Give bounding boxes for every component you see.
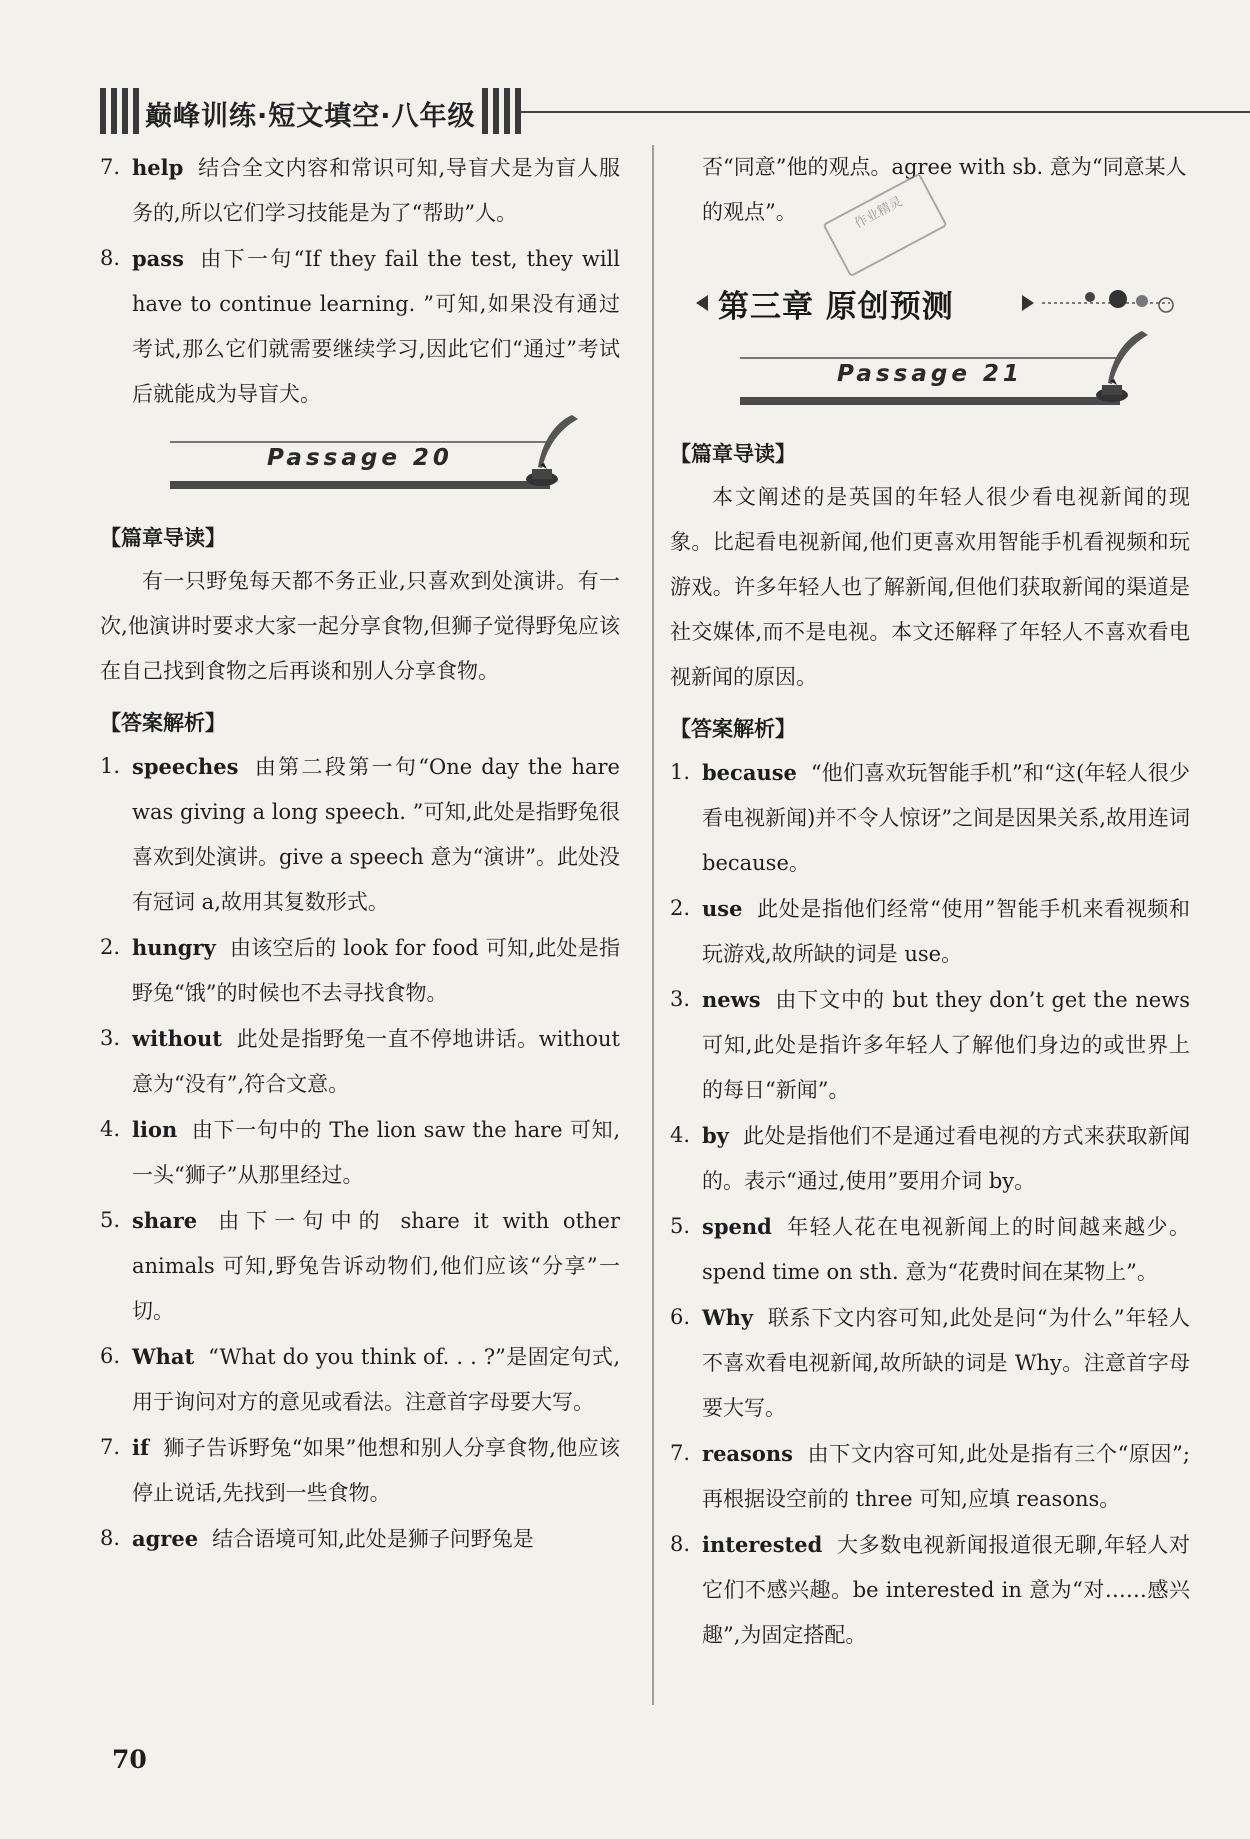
item-answer: spend — [702, 1214, 772, 1239]
item-answer: reasons — [702, 1441, 793, 1466]
item-explanation: 此处是指野兔一直不停地讲话。without 意为“没有”,符合文意。 — [132, 1027, 620, 1096]
item-number: 4. — [670, 1123, 691, 1147]
item-number: 5. — [670, 1214, 691, 1238]
stamp-logo: 作业精灵 — [822, 173, 947, 278]
item-answer: Why — [702, 1305, 754, 1330]
item-number: 7. — [670, 1441, 691, 1465]
answer-item — [100, 1516, 620, 1562]
answer-item — [100, 744, 620, 925]
answer-item — [100, 1016, 620, 1107]
answer-item — [670, 1431, 1190, 1522]
item-number: 4. — [100, 1117, 121, 1141]
answer-item — [670, 1113, 1190, 1204]
item-answer: What — [132, 1344, 195, 1369]
intro-label: 【篇章导读】 — [100, 526, 226, 550]
item-answer: pass — [132, 246, 184, 271]
item-number: 6. — [100, 1344, 121, 1368]
answer-item — [100, 925, 620, 1016]
item-number: 6. — [670, 1305, 691, 1329]
answer-item — [670, 977, 1190, 1113]
intro-text: 有一只野兔每天都不务正业,只喜欢到处演讲。有一次,他演讲时要求大家一起分享食物,但狮子觉得野兔应该在自己找到食物之后再谈和别人分享食物。 — [100, 569, 620, 683]
item-number: 5. — [100, 1208, 121, 1232]
page-number: 70 — [112, 1745, 147, 1774]
item-number: 1. — [670, 760, 691, 784]
column-divider — [652, 145, 654, 1705]
answer-item — [670, 750, 1190, 886]
item-number: 7. — [100, 155, 121, 179]
answer-item — [100, 1425, 620, 1516]
header-title: 巅峰训练·短文填空·八年级 — [145, 101, 476, 132]
item-answer: interested — [702, 1532, 823, 1557]
passage-title: Passage 20 — [267, 445, 453, 471]
page-header — [100, 88, 1250, 138]
item-answer: lion — [132, 1117, 178, 1142]
answer-item — [100, 236, 620, 417]
quill-inkwell-icon — [1084, 329, 1154, 405]
item-answer: news — [702, 987, 761, 1012]
item-explanation: 由下一句中的 The lion saw the hare 可知,一头“狮子”从那里经过。 — [132, 1118, 620, 1187]
answer-label: 【答案解析】 — [670, 717, 796, 741]
item-explanation: 由该空后的 look for food 可知,此处是指野兔“饿”的时候也不去寻找食物。 — [132, 936, 620, 1005]
chapter-title: 第三章 原创预测 — [718, 289, 954, 325]
right-column — [670, 145, 1190, 1658]
passage-title: Passage 21 — [837, 361, 1023, 387]
item-explanation: 大多数电视新闻报道很无聊,年轻人对它们不感兴趣。be interested in 意为“对……感兴趣”,为固定搭配。 — [702, 1533, 1190, 1647]
item-number: 2. — [670, 896, 691, 920]
passage-20-banner — [100, 433, 620, 503]
left-column — [100, 145, 620, 1562]
item-explanation: 此处是指他们不是通过看电视的方式来获取新闻的。表示“通过,使用”要用介词 by。 — [702, 1124, 1190, 1193]
item-explanation: 由下一句中的 share it with other animals 可知,野兔告诉动物们,他们应该“分享”一切。 — [132, 1209, 620, 1323]
answer-item — [670, 1295, 1190, 1431]
item-answer: agree — [132, 1526, 199, 1551]
item-number: 3. — [100, 1026, 121, 1050]
answer-item — [670, 886, 1190, 977]
chapter-banner — [670, 273, 1190, 333]
answer-item — [100, 1198, 620, 1334]
intro-label: 【篇章导读】 — [670, 442, 796, 466]
item-explanation: “What do you think of. . . ?”是固定句式,用于询问对方的意见或看法。注意首字母要大写。 — [132, 1345, 620, 1414]
answer-label: 【答案解析】 — [100, 711, 226, 735]
intro-text: 本文阐述的是英国的年轻人很少看电视新闻的现象。比起看电视新闻,他们更喜欢用智能手机看视频和玩游戏。许多年轻人也了解新闻,但他们获取新闻的渠道是社交媒体,而不是电视。本文还解释了年轻人不喜欢看电视新闻的原因。 — [670, 485, 1190, 689]
item-explanation: 狮子告诉野兔“如果”他想和别人分享食物,他应该停止说话,先找到一些食物。 — [132, 1436, 620, 1505]
item-explanation: 联系下文内容可知,此处是问“为什么”年轻人不喜欢看电视新闻,故所缺的词是 Why。注意首字母要大写。 — [702, 1306, 1190, 1420]
answer-item — [100, 1334, 620, 1425]
answer-item — [670, 1204, 1190, 1295]
passage-21-banner — [670, 349, 1190, 419]
item-explanation: 此处是指他们经常“使用”智能手机来看视频和玩游戏,故所缺的词是 use。 — [702, 897, 1190, 966]
item-answer: help — [132, 155, 184, 180]
item-answer: because — [702, 760, 797, 785]
item-answer: if — [132, 1435, 150, 1460]
item-explanation: 由第二段第一句“One day the hare was giving a long speech. ”可知,此处是指野兔很喜欢到处演讲。give a speech 意为“演讲”。此处没有冠词 a,故用其复数形式。 — [132, 755, 620, 914]
header-bars-left — [100, 88, 139, 134]
item-explanation: “他们喜欢玩智能手机”和“这(年轻人很少看电视新闻)并不令人惊讶”之间是因果关系,故用连词 because。 — [702, 761, 1190, 875]
item-explanation: 结合语境可知,此处是狮子问野兔是 — [212, 1527, 534, 1551]
item-number: 7. — [100, 1435, 121, 1459]
continuation-text: 否“同意”他的观点。agree with sb. 意为“同意某人的观点”。 — [702, 155, 1187, 224]
item-number: 3. — [670, 987, 691, 1011]
item-answer: by — [702, 1123, 729, 1148]
item-number: 8. — [670, 1532, 691, 1556]
item-answer: speeches — [132, 754, 239, 779]
item-explanation: 由下文中的 but they don’t get the news 可知,此处是指许多年轻人了解他们身边的或世界上的每日“新闻”。 — [702, 988, 1190, 1102]
item-number: 8. — [100, 246, 121, 270]
item-answer: without — [132, 1026, 222, 1051]
answer-item — [670, 1522, 1190, 1658]
item-explanation: 由下文内容可知,此处是指有三个“原因”;再根据设空前的 three 可知,应填 reasons。 — [702, 1442, 1190, 1511]
item-answer: hungry — [132, 935, 216, 960]
item-number: 1. — [100, 754, 121, 778]
item-explanation: 由下一句“If they fail the test, they will have to continue learning. ”可知,如果没有通过考试,那么它们就需要继续学习,因此它们“通过”考试后就能成为导盲犬。 — [132, 247, 620, 406]
answer-item — [100, 1107, 620, 1198]
header-bars-right — [482, 88, 521, 134]
item-explanation: 年轻人花在电视新闻上的时间越来越少。spend time on sth. 意为“花费时间在某物上”。 — [702, 1215, 1190, 1284]
item-answer: share — [132, 1208, 198, 1233]
item-number: 2. — [100, 935, 121, 959]
item-answer: use — [702, 896, 743, 921]
header-rule — [520, 111, 1250, 113]
item-explanation: 结合全文内容和常识可知,导盲犬是为盲人服务的,所以它们学习技能是为了“帮助”人。 — [132, 156, 620, 225]
answer-item — [100, 145, 620, 236]
quill-inkwell-icon — [514, 413, 584, 489]
item-number: 8. — [100, 1526, 121, 1550]
